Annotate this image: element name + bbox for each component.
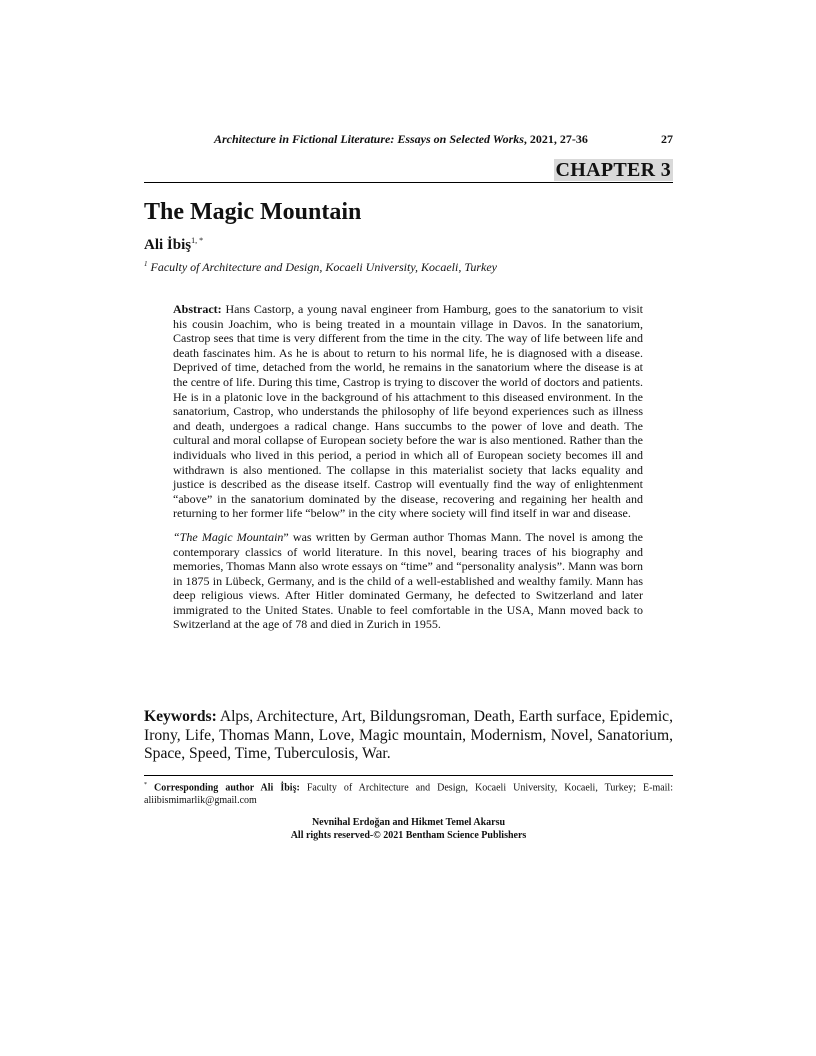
novel-title: “The Magic Mountain	[173, 529, 284, 544]
corresponding-author-footnote	[144, 779, 673, 807]
abstract-label: Abstract:	[173, 302, 222, 316]
author-marks: 1, *	[191, 236, 204, 245]
abstract-block	[173, 302, 643, 632]
keywords-block	[144, 708, 673, 764]
abstract-text: Hans Castorp, a young naval engineer from Hamburg, goes to the sanatorium to visit his cousin Joachim, who is being treated in a mountain village in Davos. In the sanatorium, Castrop sees that time is very different from the time in the city. The way of life between life and death fascinates him. As he is about to return to his normal life, he is diagnosed with a disease. Deprived of time, detached from the world, he remains in the sanatorium where the disease is at the centre of life. During this time, Castrop is trying to discover the world of doctors and patients. He is in a platonic love in the background of his attachment to this diseased environment. In the sanatorium, Castrop, who understands the philosophy of life beyond experiences such as illness and death, undergoes a radical change. Hans succumbs to the power of love and death. The cultural and moral collapse of European society before the war is also mentioned. Rather than the individuals who lived in this period, a period in which all of European society becomes ill and withdrawn is also mentioned. The collapse in this materialist society that lacks equality and justice is described as the disease itself. Castrop will eventually find the way of enlightenment “above” in the sanatorium dominated by the disease, recovering and regaining her health and returning to her former life “below” in the city where society will find itself in war and disease.	[173, 302, 643, 521]
abstract-paragraph	[173, 302, 643, 521]
chapter-title: The Magic Mountain	[144, 199, 362, 225]
copyright-block	[144, 817, 673, 842]
author-affiliation	[144, 260, 497, 275]
footnote-mark: *	[144, 782, 147, 788]
journal-title: Architecture in Fictional Literature: Essays on Selected Works	[214, 132, 524, 146]
rights-line: All rights reserved-© 2021 Bentham Science Publishers	[290, 829, 527, 841]
editors-line: Nevnihal Erdoğan and Hikmet Temel Akarsu	[311, 817, 506, 828]
chapter-label: CHAPTER 3	[555, 159, 671, 181]
journal-details: , 2021, 27-36	[523, 132, 588, 146]
abstract-text-2: ” was written by German author Thomas Mann. The novel is among the contemporary classics of world literature. In this novel, bearing traces of his biography and memories, Thomas Mann also wrote essays on “time” and “personality analysis”. Mann was born in 1875 in Lübeck, Germany, and is the child of a well-established and wealthy family. Mann has deep religious views. After Hitler dominated Germany, he defected to Switzerland and later immigrated to the United States. Unable to feel comfortable in the USA, Mann moved back to Switzerland at the age of 78 and died in Zurich in 1955.	[173, 529, 643, 632]
author-line	[144, 236, 203, 254]
keywords-text: Alps, Architecture, Art, Bildungsroman, Death, Earth surface, Epidemic, Irony, Life, Thomas Mann, Love, Magic mountain, Modernism, Novel, Sanatorium, Space, Speed, Time, Tuberculosis, War.	[144, 708, 673, 763]
journal-citation	[214, 132, 588, 147]
footnote-text: Faculty of Architecture and Design, Kocaeli University, Kocaeli, Turkey; E-mail: aliibismimarlik@gmail.com	[144, 782, 673, 806]
affiliation-mark: 1	[144, 260, 148, 268]
chapter-heading-row	[144, 158, 673, 183]
footnote-label: Corresponding author Ali İbiş:	[147, 782, 300, 794]
affiliation-text: Faculty of Architecture and Design, Kocaeli University, Kocaeli, Turkey	[150, 260, 497, 274]
author-name: Ali İbiş	[144, 237, 192, 253]
footnote-divider	[144, 775, 673, 776]
keywords-label: Keywords:	[144, 708, 217, 725]
page-number: 27	[661, 132, 673, 146]
abstract-paragraph	[173, 530, 643, 632]
